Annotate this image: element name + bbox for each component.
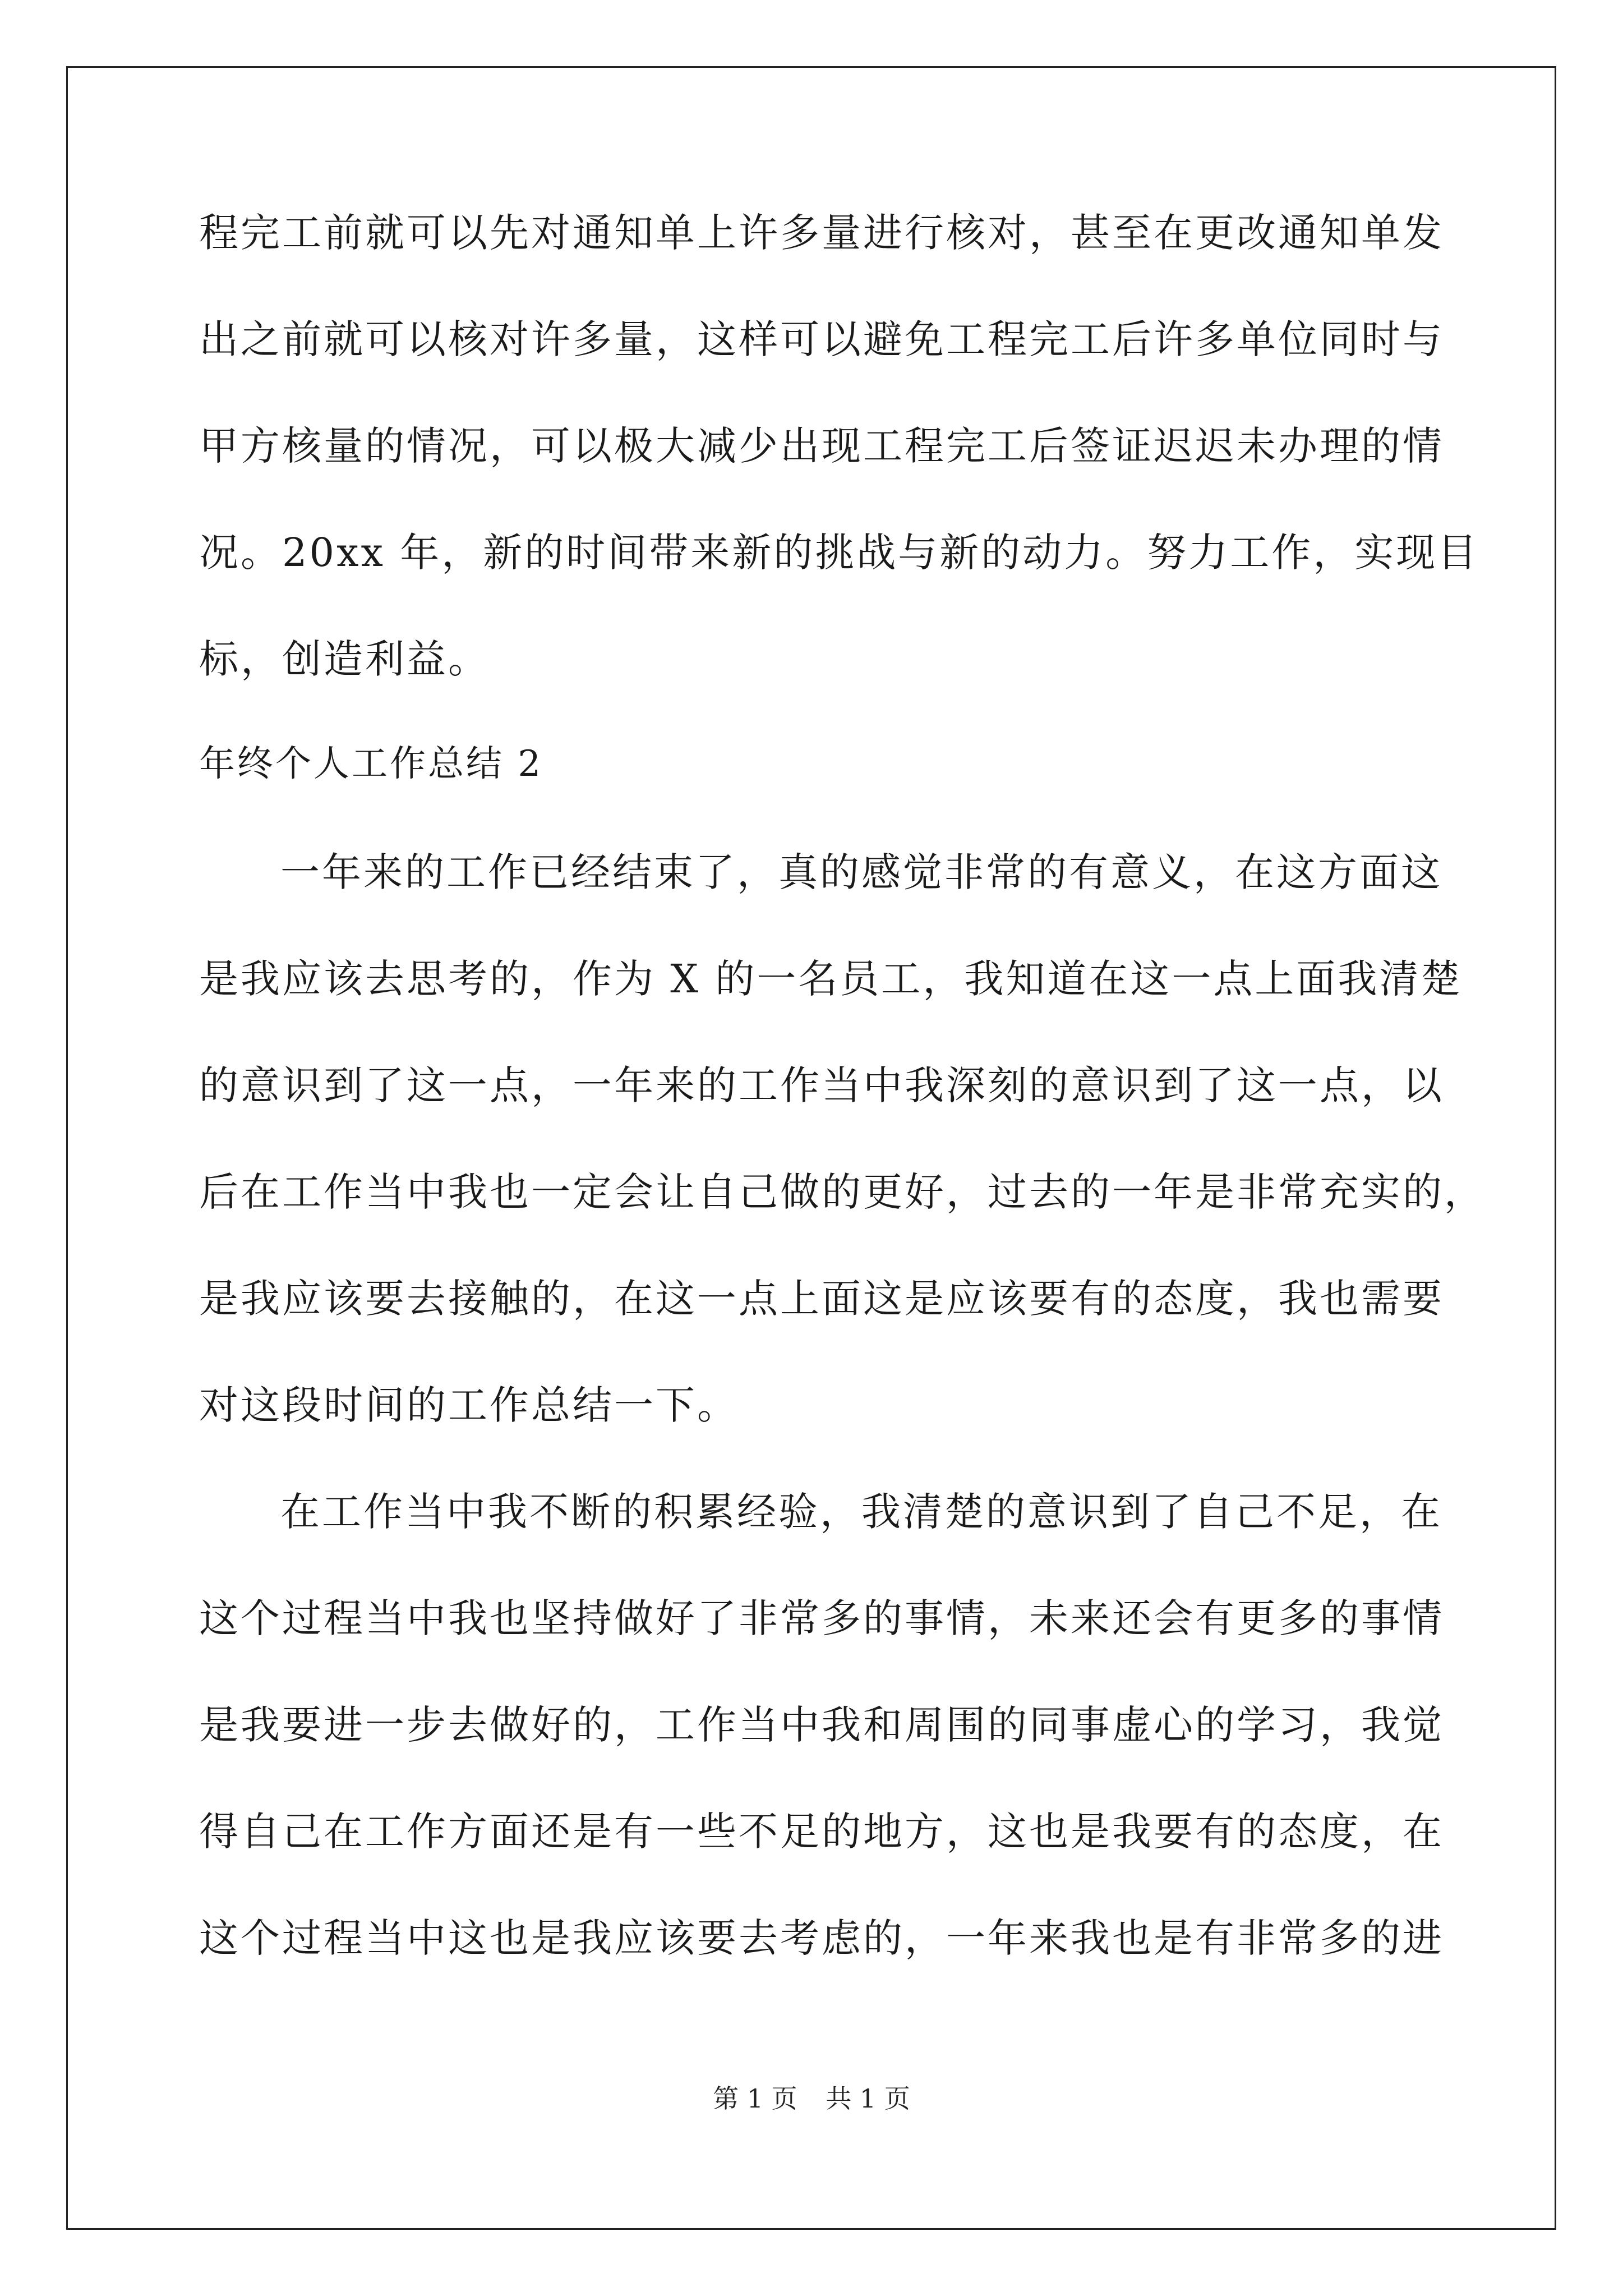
text-line: 标，创造利益。 bbox=[199, 636, 490, 682]
page-footer bbox=[0, 2078, 1623, 2115]
text-line: 是我应该去思考的，作为 X 的一名员工，我知道在这一点上面我清楚 bbox=[199, 956, 1463, 1002]
text-line: 对这段时间的工作总结一下。 bbox=[199, 1382, 739, 1428]
text-line: 出之前就可以核对许多量，这样可以避免工程完工后许多单位同时与 bbox=[199, 316, 1444, 362]
paragraph-3 bbox=[199, 1489, 1450, 2025]
document-body bbox=[199, 210, 1486, 2025]
text-line: 一年来的工作已经结束了，真的感觉非常的有意义，在这方面这 bbox=[280, 849, 1442, 895]
text-line: 是我要进一步去做好的，工作当中我和周围的同事虚心的学习，我觉 bbox=[199, 1702, 1444, 1748]
text-line: 的意识到了这一点，一年来的工作当中我深刻的意识到了这一点，以 bbox=[199, 1062, 1444, 1108]
text-line: 后在工作当中我也一定会让自己做的更好，过去的一年是非常充实的， bbox=[199, 1169, 1486, 1215]
section-heading: 年终个人工作总结 2 bbox=[199, 743, 543, 785]
text-line: 是我应该要去接触的，在这一点上面这是应该要有的态度，我也需要 bbox=[199, 1276, 1444, 1322]
paragraph-2 bbox=[199, 849, 1486, 1492]
text-line: 得自己在工作方面还是有一些不足的地方，这也是我要有的态度，在 bbox=[199, 1809, 1444, 1855]
paragraph-1 bbox=[199, 210, 1479, 746]
text-line: 在工作当中我不断的积累经验，我清楚的意识到了自己不足，在 bbox=[280, 1489, 1442, 1535]
text-line: 这个过程当中我也坚持做好了非常多的事情，未来还会有更多的事情 bbox=[199, 1595, 1444, 1641]
text-line: 甲方核量的情况，可以极大减少出现工程完工后签证迟迟未办理的情 bbox=[199, 423, 1444, 469]
page-number: 第 1 页 bbox=[713, 2083, 797, 2114]
text-line: 这个过程当中这也是我应该要去考虑的，一年来我也是有非常多的进 bbox=[199, 1915, 1444, 1961]
text-line: 程完工前就可以先对通知单上许多量进行核对，甚至在更改通知单发 bbox=[199, 210, 1444, 256]
page-total: 共 1 页 bbox=[826, 2083, 910, 2114]
text-line: 况。20xx 年，新的时间带来新的挑战与新的动力。努力工作，实现目 bbox=[199, 530, 1479, 576]
